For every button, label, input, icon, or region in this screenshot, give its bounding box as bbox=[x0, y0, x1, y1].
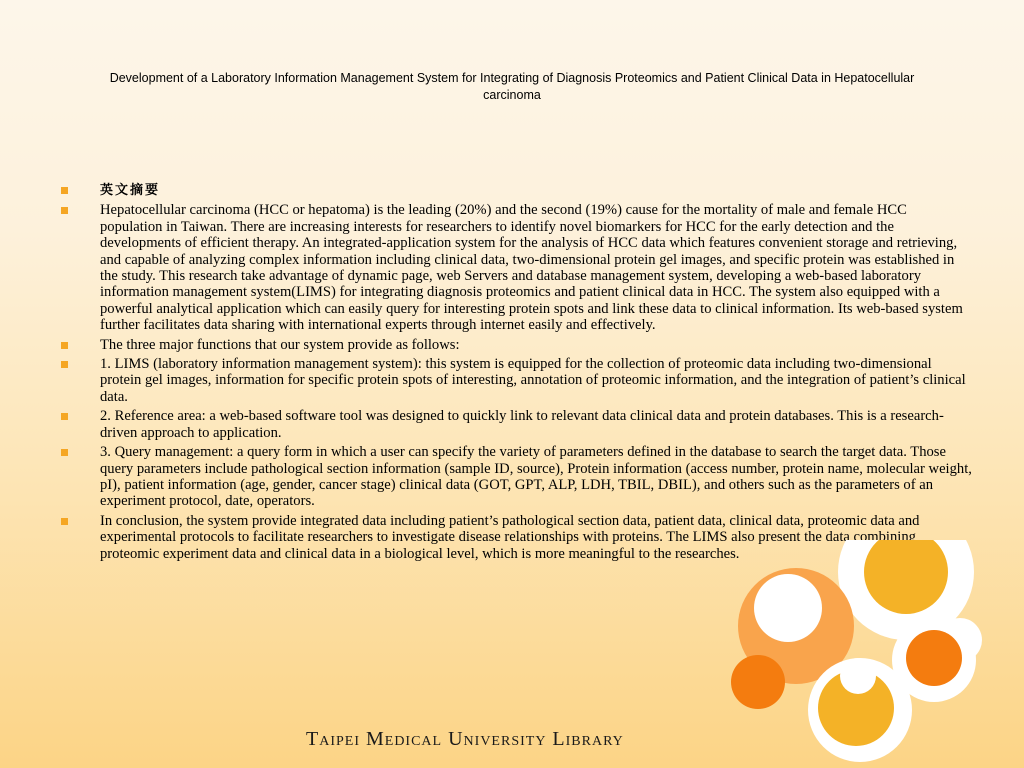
functions-intro-text: The three major functions that our system provide as follows: bbox=[100, 336, 460, 353]
bullet-item-functions-intro bbox=[60, 337, 972, 353]
abstract-heading: 英文摘要 bbox=[100, 183, 161, 198]
square-bullet-icon bbox=[61, 342, 68, 349]
reference-area-text: 2. Reference area: a web-based software tool was designed to quickly link to relevant data clinical data and protein databases. This is a research-driven approach to application. bbox=[100, 408, 944, 441]
footer-library-name: Taipei Medical University Library bbox=[306, 728, 624, 750]
query-management-text: 3. Query management: a query form in which a user can specify the variety of parameters defined in the database to search the target data. Those query parameters include pathological section information (sample ID, source), Protein information (access number, protein name, molecular weight, pI), patient information (age, gender, cancer stage) clinical data (GOT, GPT, ALP, LDH, TBIL, DBIL), and others such as the parameters of an experiment protocol, date, operators. bbox=[100, 444, 972, 510]
bullet-item-query-management bbox=[60, 444, 972, 510]
bullet-item-reference-area bbox=[60, 408, 972, 441]
conclusion-text: In conclusion, the system provide integrated data including patient’s pathological section data, patient data, clinical data, proteomic data and experimental protocols to facilitate researchers to investigate disease relationships with proteins. The LIMS also present the data combining proteomic experiment data and clinical data in a biological level, which is more meaningful to the researches. bbox=[100, 512, 920, 562]
decorative-circles bbox=[720, 540, 1024, 768]
deco-circle-white-inner bbox=[754, 574, 822, 642]
deco-circle-orange-small bbox=[731, 655, 785, 709]
square-bullet-icon bbox=[61, 413, 68, 420]
bullet-item-abstract bbox=[60, 202, 972, 333]
square-bullet-icon bbox=[61, 207, 68, 214]
abstract-paragraph: Hepatocellular carcinoma (HCC or hepatoma) is the leading (20%) and the second (19%) cause for the mortality of male and female HCC population in Taiwan. There are increasing interests for researchers to identify novel biomarkers for HCC for the early detection and the developments of efficient therapy. An integrated-application system for the analysis of HCC data which features convenient storage and retrieving, and capable of analyzing complex information including clinical data, two-dimensional protein gel images, and specific protein was established in the study. This research take advantage of dynamic page, web Servers and database management system, developing a web-based laboratory information management system(LIMS) for integrating diagnosis proteomics and patient clinical data in HCC. The system also equipped with a powerful analytical application which can easily query for interesting protein spots and link these data to clinical information. Its web-based system further facilitates data sharing with international experts through internet easily and effectively. bbox=[100, 202, 963, 334]
square-bullet-icon bbox=[61, 361, 68, 368]
deco-circle-white-tiny bbox=[840, 658, 876, 694]
bullet-item-heading bbox=[60, 182, 972, 199]
slide-title: Development of a Laboratory Information Management System for Integrating of Diagnosis Proteomics and Patient Clinical Data in Hepatocellular carcinoma bbox=[109, 71, 915, 102]
square-bullet-icon bbox=[61, 518, 68, 525]
lims-text: 1. LIMS (laboratory information management system): this system is equipped for the collection of proteomic data including two-dimensional protein gel images, information for specific protein spots of interesting, annotation of proteomic information, and the integration of patient’s clinical data. bbox=[100, 356, 966, 405]
deco-circle-orange bbox=[906, 630, 962, 686]
square-bullet-icon bbox=[61, 449, 68, 456]
square-bullet-icon bbox=[61, 187, 68, 194]
bullet-item-lims bbox=[60, 356, 972, 405]
bullet-list bbox=[60, 182, 972, 565]
